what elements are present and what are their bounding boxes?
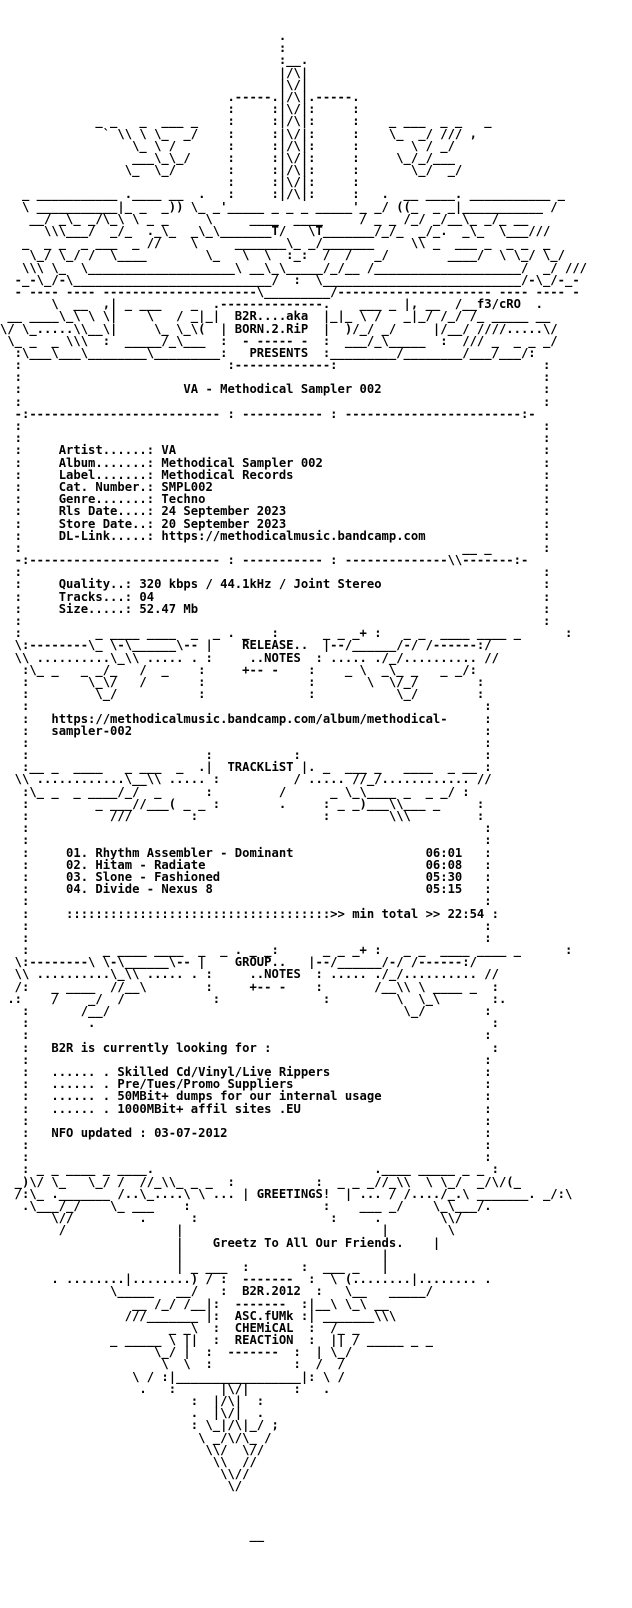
- nfo-line: _ _ _ _ ___ _ // \ _______\_ _/_______ \\ _ ___ _ _ _ _: [0, 236, 551, 251]
- nfo-line: : :: [0, 431, 551, 446]
- nfo-line: : :: [0, 833, 492, 848]
- nfo-line: \\ ..........\_\\ ..... . : ..NOTES : ..... ./_/.......... //: [0, 967, 499, 982]
- nfo-line: /:\_ ._______ /..\_....\ \ ... | GREETINGS! | ... / /..../_.\ _______. _/:\: [0, 1186, 573, 1201]
- nfo-line: ///_______ |: ASC.fUMk :| _______\\\: [0, 1308, 397, 1323]
- nfo-line: : :: [0, 419, 551, 433]
- nfo-line: :: [0, 41, 287, 56]
- nfo-line: \\ ............\__\\ ..... : / ..... //_/............ //: [0, 772, 492, 787]
- nfo-line: :\_ _ _ ____/_/ _ : / _ \_\____ _ _ _/ :: [0, 784, 470, 799]
- nfo-line: : :: [0, 735, 492, 750]
- nfo-line: : 04. Divide - Nexus 8 05:15 :: [0, 882, 492, 897]
- nfo-line: - ---- ---- ---------------------\_________/--------------------- ---- ---- -: [0, 284, 580, 299]
- nfo-line: . |\/| .: [0, 1406, 265, 1421]
- nfo-line: \/ \_.....\\__\| \_ \_\( | BORN.2.RiP | )/_/ _/ |/__/ ////.....\/: [0, 321, 565, 336]
- nfo-line: _ ___________ .____ __ . : :|/\|: : . __ ____. ___________ _: [0, 187, 565, 202]
- nfo-line: : Size.....: 52.47 Mb :: [0, 601, 551, 616]
- nfo-line: : Rls Date....: 24 September 2023 :: [0, 504, 551, 519]
- nfo-line: : https://methodicalmusic.bandcamp.com/album/methodical- :: [0, 711, 492, 726]
- nfo-line: : B2R is currently looking for : :: [0, 1040, 499, 1055]
- nfo-line: : . :: [0, 1016, 499, 1031]
- nfo-line: | Greetz To All Our Friends. |: [0, 1235, 441, 1250]
- nfo-line: : 02. Hitam - Radiate 06:08 :: [0, 857, 492, 872]
- nfo-line: -:-------------------------- : ----------- : ------------------------:-: [0, 406, 536, 421]
- nfo-line: : :: [0, 370, 551, 385]
- nfo-line: : sampler-002 :: [0, 723, 492, 738]
- nfo-line: : __ _ :: [0, 540, 551, 555]
- nfo-line: \:--------\_ \-\______\-- | RELEASE.. |--/______/-/ /------:/: [0, 638, 492, 653]
- nfo-line: -:-------------------------- : ----------- : --------------\\-------:-: [0, 553, 529, 568]
- nfo-line: : ...... . 1000MBit+ affil sites .EU :: [0, 1101, 492, 1116]
- nfo-line: : : : :: [0, 748, 492, 763]
- nfo-line: __/ _\_ _/\_\ \ _ _ \ ____ ____ / _ _ /_/ _/__\_ _/_ __: [0, 211, 529, 226]
- nfo-line: __ /_/ /__|: ------- :|__\ \_\ __: [0, 1296, 389, 1311]
- nfo-line: : ...... . 50MBit+ dumps for our internal usage :: [0, 1089, 492, 1104]
- nfo-line: \_ \ / : :|/\|: : \ / _/: [0, 138, 455, 153]
- nfo-line: : _ ____ ____ _ _ . _ : _ _ _+ : _ _ ____ ____ _ :: [0, 626, 573, 641]
- nfo-line: _ _ _ ___ _ : :|/\|: : _ ___ _ _ _: [0, 114, 492, 129]
- nfo-line: : :: [0, 1150, 492, 1165]
- nfo-line: : Genre.......: Techno :: [0, 492, 551, 507]
- nfo-line: : :: [0, 821, 492, 836]
- nfo-line: \:--------\ \-\______\-- | GROUP.. |--/______/-/ /------:/: [0, 955, 477, 970]
- nfo-line: : /__/ \_/ :: [0, 1004, 492, 1018]
- nfo-line: :\_ _ _ _/_ / _ : +-- - : _ \ _\_ _ _ _/:: [0, 662, 477, 677]
- nfo-line: \\//: [0, 1467, 250, 1482]
- nfo-line: : VA - Methodical Sampler 002 :: [0, 382, 551, 397]
- nfo-line: [0, 1493, 632, 1505]
- nfo-line: : Album.......: Methodical Sampler 002 :: [0, 455, 551, 470]
- nfo-line: : _ _ ____ _ ____. .____ _____ _ _ :: [0, 1162, 499, 1177]
- nfo-line: : Label.......: Methodical Records :: [0, 467, 551, 482]
- nfo-line: : Cat. Number.: SMPL002 :: [0, 479, 551, 494]
- nfo-line: __ ____\_\ \ \| \ / _|_| B2R....aka |_|_ \ / _|_/ /_/ /_ _____ __: [0, 309, 551, 324]
- nfo-line: : :: [0, 930, 492, 945]
- nfo-line: .: / _/ / : : \ \_\ :.: [0, 991, 507, 1006]
- nfo-line: : :|\/|: :: [0, 175, 360, 190]
- nfo-line: / | | \: [0, 1223, 455, 1238]
- nfo-line: \ __ ,| _ ___ _ .--------------. ___ _ |, __ /__f3/cRO .: [0, 297, 543, 312]
- nfo-line: : _ ___//___( _ _ : . : _ _)___\\___ _ :: [0, 796, 485, 811]
- nfo-line: : :|\/|: :: [0, 102, 360, 117]
- nfo-line: : :: [0, 894, 492, 909]
- nfo-line: \_/ \_/ / \____ \_ \ \ :_: / / _/ ____/ \ \_/ \_/: [0, 248, 565, 263]
- nfo-line: : \_|/\|_/ ;: [0, 1418, 279, 1433]
- nfo-line: : :: [0, 565, 551, 580]
- nfo-line: : :: [0, 699, 492, 714]
- nfo-line: .\___/_/ \_ ___ : : ___ _/ \_\___/.: [0, 1199, 492, 1213]
- nfo-line: [0, 1505, 632, 1517]
- nfo-line: : :: [0, 1052, 492, 1067]
- nfo-line: : :-------------: :: [0, 358, 551, 373]
- nfo-line: \\\ \_ \____________________\ __\_\_____/_/__ /____________________/ _/ ///: [0, 260, 587, 275]
- nfo-line: __: [0, 1528, 265, 1543]
- nfo-line: \\/ \//: [0, 1442, 265, 1457]
- nfo-line: .: [0, 29, 287, 43]
- nfo-line: ` \\ \ \_ _/ : :|\/|: : \_ _/ /// ,: [0, 126, 477, 141]
- nfo-line: :\___\___\________\_________: PRESENTS :_________/________/___/___/:: [0, 345, 536, 360]
- nfo-line: : :: [0, 918, 492, 933]
- nfo-line: : Quality..: 320 kbps / 44.1kHz / Joint Stereo :: [0, 577, 551, 592]
- nfo-line: : |/\| :: [0, 1394, 265, 1408]
- nfo-line: : DL-Link.....: https://methodicalmusic.bandcamp.com :: [0, 528, 551, 543]
- nfo-line: : :: [0, 394, 551, 409]
- nfo-line: _)\/ \_ \_/ / //_\\_ _ _ : : _ _ _//_\\ \ \_/ _/\/(_: [0, 1174, 521, 1189]
- nfo-line: : ...... . Pre/Tues/Promo Suppliers :: [0, 1077, 492, 1092]
- nfo-line: : \_\/ / : : \ \/_/ :: [0, 674, 485, 689]
- nfo-line: \\ ..........\_\\ ..... . : ..NOTES : ..... ./_/.......... //: [0, 650, 499, 665]
- nfo-line: : Artist......: VA :: [0, 443, 551, 458]
- nfo-line: | _ ___ : : ___ _ |: [0, 1259, 389, 1274]
- nfo-line: :__.: [0, 53, 309, 68]
- nfo-line: \ _/\/\_ /: [0, 1430, 272, 1445]
- nfo-line: \ ___________|_ _ _)) \_ _'_____ _ _ _ _____'_ _/ ((_ _ _|___________ /: [0, 199, 558, 214]
- nfo-line: : _ ____ ____ _ _ . _ _: _ _ _+ : _ _ ____ ____ _ :: [0, 943, 573, 958]
- nfo-line: ___\_\_/ : :|\/|: : \_/_/___: [0, 150, 455, 165]
- nfo-line: : :: [0, 1028, 492, 1043]
- nfo-line: \_ _ _ \\\ : _____/_\___ : - ----- - : ___/_\_____ : /// _ _ _ _/: [0, 333, 558, 348]
- nfo-line: _ _____ \ || : REACTiON : || / _____ _ _: [0, 1333, 433, 1348]
- nfo-line: : Store Date..: 20 September 2023 :: [0, 516, 551, 531]
- nfo-line: _ _\ : CHEMiCAL : /_ _: [0, 1320, 360, 1335]
- nfo-line: : ::::::::::::::::::::::::::::::::::::>> min total >> 22:54 :: [0, 906, 499, 921]
- nfo-line: .-----.|/\|.-----.: [0, 89, 360, 104]
- nfo-line: . : |\/| : .: [0, 1381, 331, 1396]
- nfo-line: : \_/ : : \_/ :: [0, 687, 485, 702]
- nfo-line: \\ //: [0, 1454, 257, 1469]
- nfo-line: \_/ | : ------- : | \_/: [0, 1345, 353, 1360]
- nfo-line: : :: [0, 614, 551, 628]
- nfo-line: :__ _ ____ _ ___ _ .| TRACKLiST |. _ ___ _ ____ _ __ :: [0, 760, 492, 775]
- nfo-line: : NFO updated : 03-07-2012 :: [0, 1125, 492, 1140]
- nfo-line: \ / :|_________________|: \ /: [0, 1369, 345, 1384]
- nfo-line: \\\___/ _/_ ._\_ _\_\_______T/ \T_______/_/_ _/_. _\_ \___///: [0, 224, 551, 238]
- nfo-line: -_-\_/-\___________________________/ : \___________________________/-\_/-_-: [0, 272, 580, 287]
- nfo-line: \_____ __/ : B2R.2012 : \__ _____/: [0, 1284, 433, 1299]
- nfo-line: /: _ ____ //__\ : +-- - : /__\\ \ ____ _ :: [0, 979, 499, 994]
- nfo-line: : ...... . Skilled Cd/Vinyl/Live Rippers :: [0, 1064, 492, 1079]
- nfo-line: : /// : : \\\ :: [0, 809, 485, 823]
- nfo-line: : 03. Slone - Fashioned 05:30 :: [0, 869, 492, 884]
- nfo-line: | |: [0, 1247, 389, 1262]
- nfo-line: \_ \_/ : :|/\|: : \_/ _/: [0, 163, 463, 178]
- nfo-line: \ \ : : / /: [0, 1357, 345, 1372]
- nfo-line: : 01. Rhythm Assembler - Dominant 06:01 :: [0, 845, 492, 860]
- nfo-line: |\/|: [0, 77, 309, 92]
- nfo-line: . ........|........) / : ------- : \ (........|........ .: [0, 1272, 492, 1287]
- nfo-line: |/\|: [0, 65, 309, 80]
- nfo-line: \// . : : . \\/: [0, 1211, 463, 1226]
- nfo-line: \/: [0, 1479, 243, 1494]
- nfo-line: : :: [0, 1138, 492, 1153]
- nfo-line: : Tracks...: 04 :: [0, 589, 551, 604]
- nfo-line: : :: [0, 1113, 492, 1128]
